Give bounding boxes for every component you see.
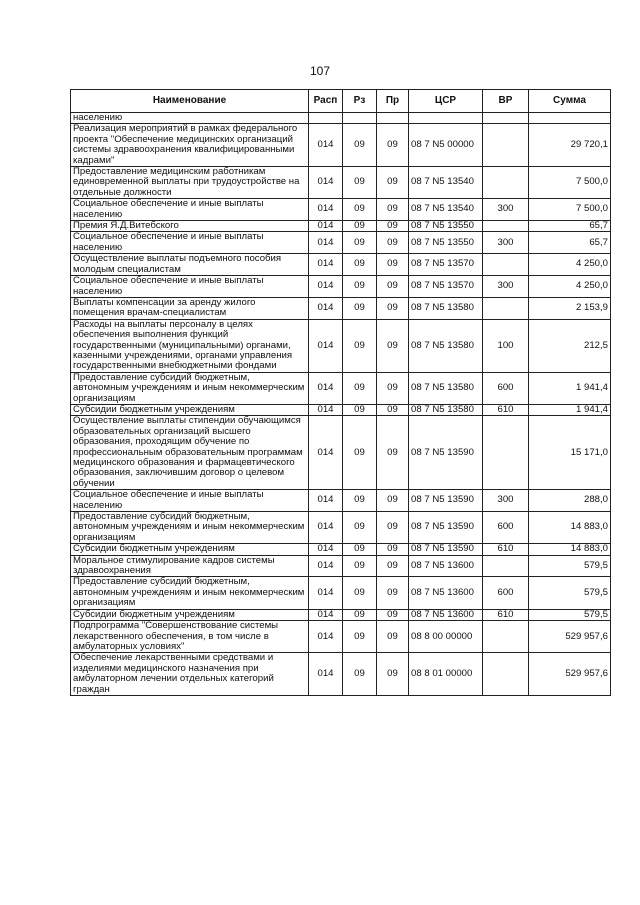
cell-rasp: 014 [309,555,343,577]
cell-rasp: 014 [309,621,343,653]
cell-csr: 08 8 00 00000 [409,621,483,653]
cell-pr: 09 [377,319,409,372]
cell-csr: 08 7 N5 13600 [409,555,483,577]
cell-csr: 08 7 N5 13580 [409,372,483,404]
cell-csr: 08 7 N5 00000 [409,124,483,167]
cell-sum: 212,5 [529,319,611,372]
table-row [71,512,611,544]
cell-sum: 1 941,4 [529,404,611,415]
header-csr: ЦСР [409,90,483,113]
cell-rz: 09 [343,404,377,415]
cell-rz: 09 [343,232,377,254]
cell-vr [483,416,529,490]
cell-csr: 08 7 N5 13580 [409,319,483,372]
cell-rz: 09 [343,653,377,696]
cell-pr: 09 [377,232,409,254]
cell-csr: 08 7 N5 13600 [409,577,483,609]
cell-pr: 09 [377,555,409,577]
cell-rz: 09 [343,372,377,404]
cell-rz: 09 [343,555,377,577]
cell-csr: 08 8 01 00000 [409,653,483,696]
cell-rz: 09 [343,319,377,372]
cell-rasp: 014 [309,490,343,512]
cell-csr: 08 7 N5 13550 [409,221,483,232]
cell-pr: 09 [377,167,409,199]
cell-rz: 09 [343,124,377,167]
cell-csr: 08 7 N5 13590 [409,512,483,544]
cell-name: Предоставление субсидий бюджетным, автономным учреждениям и иным некоммерческим организациям [71,577,309,609]
cell-rasp: 014 [309,319,343,372]
cell-vr [483,653,529,696]
cell-pr: 09 [377,621,409,653]
cell-rz: 09 [343,490,377,512]
cell-pr: 09 [377,609,409,620]
cell-rasp [309,113,343,124]
table-row [71,232,611,254]
table-row [71,319,611,372]
cell-rz: 09 [343,416,377,490]
cell-sum: 14 883,0 [529,544,611,555]
cell-csr: 08 7 N5 13590 [409,490,483,512]
cell-name: Социальное обеспечение и иные выплаты населению [71,232,309,254]
cell-rz: 09 [343,276,377,298]
cell-sum: 14 883,0 [529,512,611,544]
cell-csr: 08 7 N5 13540 [409,167,483,199]
table-row [71,416,611,490]
cell-sum: 288,0 [529,490,611,512]
cell-vr [483,113,529,124]
cell-vr [483,167,529,199]
cell-rz: 09 [343,199,377,221]
cell-csr: 08 7 N5 13590 [409,416,483,490]
table-row [71,653,611,696]
cell-sum: 529 957,6 [529,653,611,696]
cell-vr [483,124,529,167]
cell-name: Предоставление медицинским работникам единовременной выплаты при трудоустройстве на отдельные должности [71,167,309,199]
cell-rz: 09 [343,167,377,199]
cell-rz: 09 [343,609,377,620]
table-row [71,609,611,620]
cell-rasp: 014 [309,577,343,609]
cell-name: Моральное стимулирование кадров системы здравоохранения [71,555,309,577]
cell-rasp: 014 [309,124,343,167]
cell-pr: 09 [377,512,409,544]
cell-pr: 09 [377,297,409,319]
cell-rz: 09 [343,621,377,653]
cell-csr: 08 7 N5 13600 [409,609,483,620]
cell-csr: 08 7 N5 13580 [409,297,483,319]
cell-vr: 300 [483,232,529,254]
cell-rasp: 014 [309,416,343,490]
cell-name: Расходы на выплаты персоналу в целях обеспечения выполнения функций государственными (муниципальными) органами, казенными учреждениями, органами управления государственными внебюджетными фондами [71,319,309,372]
cell-rz: 09 [343,254,377,276]
cell-pr: 09 [377,490,409,512]
cell-csr [409,113,483,124]
cell-rasp: 014 [309,276,343,298]
cell-rasp: 014 [309,199,343,221]
cell-name: Социальное обеспечение и иные выплаты населению [71,199,309,221]
cell-rz: 09 [343,512,377,544]
cell-sum: 579,5 [529,609,611,620]
table-row [71,490,611,512]
cell-name: Обеспечение лекарственными средствами и изделиями медицинского назначения при амбулаторном лечении отдельных категорий граждан [71,653,309,696]
cell-name: Субсидии бюджетным учреждениям [71,544,309,555]
cell-vr: 300 [483,199,529,221]
cell-name: Социальное обеспечение и иные выплаты населению [71,490,309,512]
cell-rasp: 014 [309,221,343,232]
header-sum: Сумма [529,90,611,113]
cell-csr: 08 7 N5 13580 [409,404,483,415]
cell-sum: 65,7 [529,232,611,254]
cell-sum: 4 250,0 [529,276,611,298]
cell-rasp: 014 [309,609,343,620]
cell-vr: 610 [483,404,529,415]
cell-name: Подпрограмма "Совершенствование системы лекарственного обеспечения, в том числе в амбулаторных условиях" [71,621,309,653]
cell-pr [377,113,409,124]
table-row [71,221,611,232]
cell-csr: 08 7 N5 13550 [409,232,483,254]
table-row [71,555,611,577]
cell-vr: 610 [483,609,529,620]
cell-vr [483,221,529,232]
cell-name: населению [71,113,309,124]
cell-name: Осуществление выплаты подъемного пособия молодым специалистам [71,254,309,276]
cell-name: Премия Я.Д.Витебского [71,221,309,232]
cell-rasp: 014 [309,254,343,276]
cell-name: Субсидии бюджетным учреждениям [71,404,309,415]
cell-vr: 600 [483,372,529,404]
cell-sum [529,113,611,124]
cell-pr: 09 [377,276,409,298]
cell-vr: 610 [483,544,529,555]
cell-pr: 09 [377,653,409,696]
cell-sum: 7 500,0 [529,167,611,199]
cell-csr: 08 7 N5 13590 [409,544,483,555]
header-vr: ВР [483,90,529,113]
table-row [71,113,611,124]
cell-sum: 4 250,0 [529,254,611,276]
table-row [71,621,611,653]
header-rasp: Расп [309,90,343,113]
cell-rz: 09 [343,577,377,609]
cell-vr: 300 [483,276,529,298]
cell-name: Социальное обеспечение и иные выплаты населению [71,276,309,298]
cell-vr [483,297,529,319]
cell-name: Предоставление субсидий бюджетным, автономным учреждениям и иным некоммерческим организациям [71,372,309,404]
cell-pr: 09 [377,372,409,404]
cell-pr: 09 [377,221,409,232]
cell-csr: 08 7 N5 13570 [409,276,483,298]
cell-rz: 09 [343,221,377,232]
cell-sum: 579,5 [529,577,611,609]
cell-sum: 7 500,0 [529,199,611,221]
cell-sum: 65,7 [529,221,611,232]
table-row [71,577,611,609]
cell-rasp: 014 [309,544,343,555]
cell-rasp: 014 [309,297,343,319]
cell-pr: 09 [377,124,409,167]
table-row [71,404,611,415]
cell-name: Предоставление субсидий бюджетным, автономным учреждениям и иным некоммерческим организациям [71,512,309,544]
cell-rz [343,113,377,124]
cell-rasp: 014 [309,653,343,696]
cell-rasp: 014 [309,232,343,254]
cell-sum: 15 171,0 [529,416,611,490]
table-row [71,254,611,276]
cell-rasp: 014 [309,372,343,404]
header-pr: Пр [377,90,409,113]
cell-name: Субсидии бюджетным учреждениям [71,609,309,620]
cell-vr: 300 [483,490,529,512]
cell-pr: 09 [377,254,409,276]
cell-name: Реализация мероприятий в рамках федерального проекта "Обеспечение медицинских организаций системы здравоохранения квалифицированными кадрами" [71,124,309,167]
cell-csr: 08 7 N5 13570 [409,254,483,276]
cell-rasp: 014 [309,167,343,199]
cell-rz: 09 [343,544,377,555]
header-row [71,90,611,113]
cell-pr: 09 [377,404,409,415]
header-name: Наименование [71,90,309,113]
table-row [71,199,611,221]
table-row [71,297,611,319]
cell-sum: 579,5 [529,555,611,577]
cell-rasp: 014 [309,404,343,415]
cell-rasp: 014 [309,512,343,544]
table-row [71,167,611,199]
cell-sum: 2 153,9 [529,297,611,319]
page-number: 107 [309,64,331,78]
cell-name: Выплаты компенсации за аренду жилого помещения врачам-специалистам [71,297,309,319]
cell-sum: 1 941,4 [529,372,611,404]
table-row [71,544,611,555]
cell-name: Осуществление выплаты стипендии обучающимся образовательных организаций высшего образования, проходящим обучение по профессиональным образовательным программам медицинского образования и фармацевтического образования, заключившим договор о целевом обучении [71,416,309,490]
cell-vr: 600 [483,577,529,609]
cell-pr: 09 [377,416,409,490]
cell-pr: 09 [377,544,409,555]
table-row [71,124,611,167]
table-row [71,276,611,298]
cell-sum: 529 957,6 [529,621,611,653]
cell-vr [483,621,529,653]
cell-vr [483,254,529,276]
cell-pr: 09 [377,577,409,609]
cell-csr: 08 7 N5 13540 [409,199,483,221]
cell-vr [483,555,529,577]
cell-sum: 29 720,1 [529,124,611,167]
table-row [71,372,611,404]
budget-table [70,89,611,696]
cell-vr: 100 [483,319,529,372]
cell-pr: 09 [377,199,409,221]
header-rz: Рз [343,90,377,113]
cell-rz: 09 [343,297,377,319]
cell-vr: 600 [483,512,529,544]
